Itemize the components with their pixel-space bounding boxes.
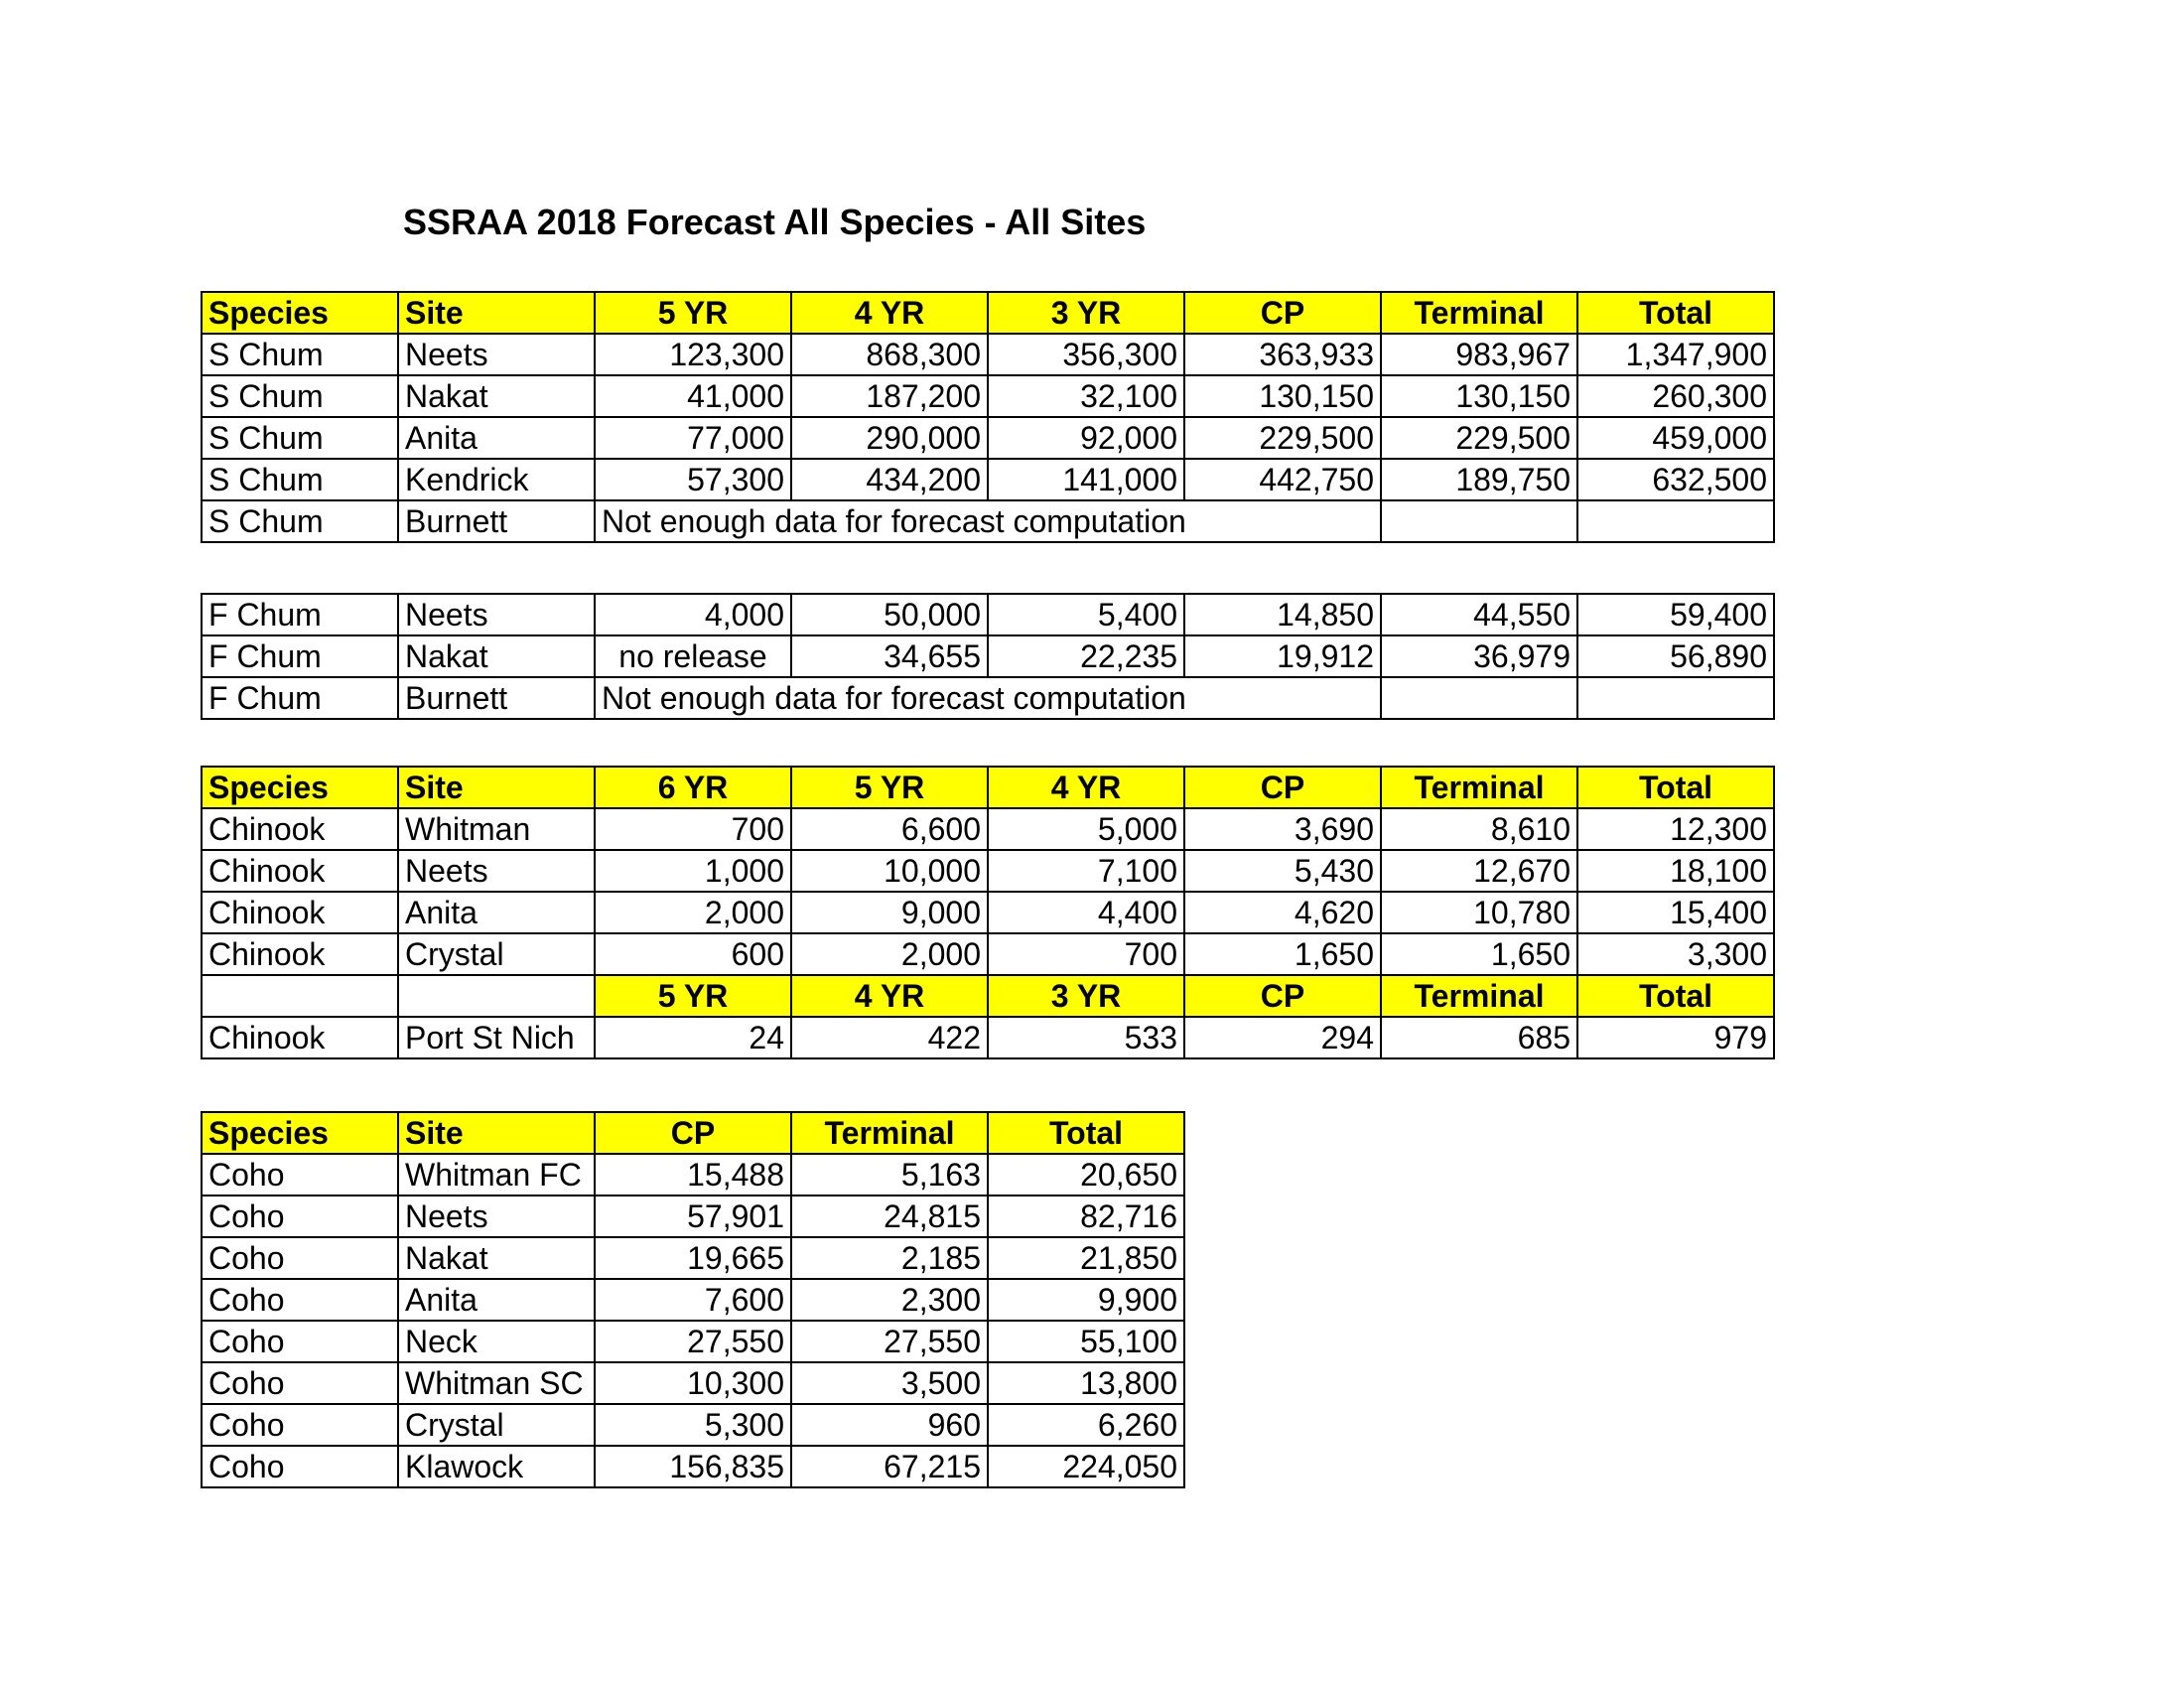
- value-cell: 13,800: [988, 1362, 1184, 1404]
- value-cell: 34,655: [791, 635, 988, 677]
- value-cell: 229,500: [1381, 417, 1577, 459]
- value-cell: 2,300: [791, 1279, 988, 1321]
- site-cell: Whitman FC: [398, 1154, 595, 1196]
- species-cell: Chinook: [202, 850, 398, 892]
- value-cell: 1,650: [1184, 933, 1381, 975]
- table-row: [202, 933, 1774, 975]
- value-cell: 18,100: [1577, 850, 1774, 892]
- site-cell: Port St Nich: [398, 1017, 595, 1058]
- value-cell: 6,600: [791, 808, 988, 850]
- sub-header-row: [202, 975, 1774, 1017]
- table-row: [202, 1017, 1774, 1058]
- site-cell: Anita: [398, 892, 595, 933]
- value-cell: 12,300: [1577, 808, 1774, 850]
- value-cell: 156,835: [595, 1446, 791, 1487]
- value-cell: 2,000: [595, 892, 791, 933]
- species-cell: Coho: [202, 1279, 398, 1321]
- value-cell: 10,000: [791, 850, 988, 892]
- species-cell: S Chum: [202, 417, 398, 459]
- value-cell: 12,670: [1381, 850, 1577, 892]
- site-cell: Burnett: [398, 500, 595, 542]
- species-cell: S Chum: [202, 459, 398, 500]
- value-cell: 5,400: [988, 594, 1184, 635]
- column-header: Terminal: [1381, 767, 1577, 808]
- fall-chum-table: [201, 593, 1775, 720]
- page-title: SSRAA 2018 Forecast All Species - All Sites: [403, 202, 1147, 242]
- species-cell: Coho: [202, 1196, 398, 1237]
- header-row: [202, 767, 1774, 808]
- column-header: 3 YR: [988, 975, 1184, 1017]
- site-cell: Anita: [398, 1279, 595, 1321]
- table-row: [202, 594, 1774, 635]
- column-header: Site: [398, 292, 595, 334]
- value-cell: 2,000: [791, 933, 988, 975]
- value-cell: 700: [988, 933, 1184, 975]
- table-row: [202, 1404, 1184, 1446]
- value-cell: 130,150: [1381, 375, 1577, 417]
- species-cell: Chinook: [202, 1017, 398, 1058]
- species-cell: Coho: [202, 1154, 398, 1196]
- value-cell: 700: [595, 808, 791, 850]
- value-cell: 5,000: [988, 808, 1184, 850]
- site-cell: Klawock: [398, 1446, 595, 1487]
- value-cell: 632,500: [1577, 459, 1774, 500]
- species-cell: S Chum: [202, 500, 398, 542]
- table-row: [202, 459, 1774, 500]
- column-header: 4 YR: [791, 292, 988, 334]
- column-header: 5 YR: [791, 767, 988, 808]
- value-cell: 21,850: [988, 1237, 1184, 1279]
- value-cell: 4,400: [988, 892, 1184, 933]
- species-cell: Coho: [202, 1321, 398, 1362]
- value-cell: 356,300: [988, 334, 1184, 375]
- column-header: 5 YR: [595, 292, 791, 334]
- species-cell: Coho: [202, 1362, 398, 1404]
- value-cell: 7,600: [595, 1279, 791, 1321]
- table-row: [202, 1362, 1184, 1404]
- value-cell: 5,300: [595, 1404, 791, 1446]
- value-cell: 3,500: [791, 1362, 988, 1404]
- value-cell: 10,300: [595, 1362, 791, 1404]
- value-cell: 363,933: [1184, 334, 1381, 375]
- column-header: Total: [1577, 767, 1774, 808]
- value-cell: no release: [595, 635, 791, 677]
- value-cell: 10,780: [1381, 892, 1577, 933]
- table-row: [202, 1446, 1184, 1487]
- value-cell: 983,967: [1381, 334, 1577, 375]
- value-cell: 979: [1577, 1017, 1774, 1058]
- table-row: [202, 1279, 1184, 1321]
- site-cell: Kendrick: [398, 459, 595, 500]
- value-cell: 6,260: [988, 1404, 1184, 1446]
- header-row: [202, 292, 1774, 334]
- value-cell: 9,000: [791, 892, 988, 933]
- value-cell: 1,000: [595, 850, 791, 892]
- value-cell: 19,665: [595, 1237, 791, 1279]
- value-cell: 130,150: [1184, 375, 1381, 417]
- value-cell: 27,550: [595, 1321, 791, 1362]
- value-cell: 3,300: [1577, 933, 1774, 975]
- value-cell: 36,979: [1381, 635, 1577, 677]
- table-row: [202, 635, 1774, 677]
- table-row: [202, 417, 1774, 459]
- value-cell: 56,890: [1577, 635, 1774, 677]
- empty-cell: [1577, 500, 1774, 542]
- column-header: 4 YR: [791, 975, 988, 1017]
- value-cell: 7,100: [988, 850, 1184, 892]
- value-cell: 8,610: [1381, 808, 1577, 850]
- table-row: [202, 850, 1774, 892]
- value-cell: 82,716: [988, 1196, 1184, 1237]
- value-cell: 600: [595, 933, 791, 975]
- value-cell: 5,163: [791, 1154, 988, 1196]
- table-row: [202, 334, 1774, 375]
- coho-table: [201, 1111, 1185, 1488]
- value-cell: 1,347,900: [1577, 334, 1774, 375]
- table-row: [202, 1196, 1184, 1237]
- value-cell: 123,300: [595, 334, 791, 375]
- value-cell: 55,100: [988, 1321, 1184, 1362]
- column-header: Total: [988, 1112, 1184, 1154]
- empty-cell: [202, 975, 398, 1017]
- table-row: [202, 1321, 1184, 1362]
- species-cell: F Chum: [202, 677, 398, 719]
- column-header: CP: [1184, 292, 1381, 334]
- site-cell: Nakat: [398, 375, 595, 417]
- chinook-table: [201, 766, 1775, 1059]
- value-cell: 422: [791, 1017, 988, 1058]
- value-cell: 685: [1381, 1017, 1577, 1058]
- column-header: Species: [202, 767, 398, 808]
- value-cell: 41,000: [595, 375, 791, 417]
- site-cell: Nakat: [398, 1237, 595, 1279]
- site-cell: Anita: [398, 417, 595, 459]
- value-cell: 187,200: [791, 375, 988, 417]
- value-cell: 50,000: [791, 594, 988, 635]
- value-cell: 57,300: [595, 459, 791, 500]
- site-cell: Nakat: [398, 635, 595, 677]
- column-header: 4 YR: [988, 767, 1184, 808]
- value-cell: 442,750: [1184, 459, 1381, 500]
- value-cell: 27,550: [791, 1321, 988, 1362]
- value-cell: 15,400: [1577, 892, 1774, 933]
- table-row: [202, 1237, 1184, 1279]
- site-cell: Crystal: [398, 1404, 595, 1446]
- column-header: CP: [1184, 975, 1381, 1017]
- value-cell: 14,850: [1184, 594, 1381, 635]
- value-cell: 960: [791, 1404, 988, 1446]
- value-cell: 24: [595, 1017, 791, 1058]
- value-cell: 459,000: [1577, 417, 1774, 459]
- value-cell: 44,550: [1381, 594, 1577, 635]
- value-cell: 15,488: [595, 1154, 791, 1196]
- column-header: Species: [202, 1112, 398, 1154]
- value-cell: 290,000: [791, 417, 988, 459]
- empty-cell: [1577, 677, 1774, 719]
- value-cell: 4,620: [1184, 892, 1381, 933]
- column-header: Terminal: [1381, 975, 1577, 1017]
- species-cell: Chinook: [202, 933, 398, 975]
- note-cell: Not enough data for forecast computation: [595, 500, 1381, 542]
- table-row: [202, 892, 1774, 933]
- table-row: [202, 1154, 1184, 1196]
- value-cell: 22,235: [988, 635, 1184, 677]
- value-cell: 92,000: [988, 417, 1184, 459]
- table-row: [202, 500, 1774, 542]
- value-cell: 533: [988, 1017, 1184, 1058]
- site-cell: Neck: [398, 1321, 595, 1362]
- column-header: 5 YR: [595, 975, 791, 1017]
- value-cell: 59,400: [1577, 594, 1774, 635]
- species-cell: S Chum: [202, 375, 398, 417]
- species-cell: Coho: [202, 1446, 398, 1487]
- table-row: [202, 677, 1774, 719]
- value-cell: 434,200: [791, 459, 988, 500]
- value-cell: 9,900: [988, 1279, 1184, 1321]
- column-header: Total: [1577, 292, 1774, 334]
- value-cell: 189,750: [1381, 459, 1577, 500]
- value-cell: 32,100: [988, 375, 1184, 417]
- value-cell: 1,650: [1381, 933, 1577, 975]
- spring-chum-table: [201, 291, 1775, 543]
- column-header: Total: [1577, 975, 1774, 1017]
- empty-cell: [1381, 677, 1577, 719]
- site-cell: Crystal: [398, 933, 595, 975]
- value-cell: 3,690: [1184, 808, 1381, 850]
- value-cell: 224,050: [988, 1446, 1184, 1487]
- site-cell: Whitman: [398, 808, 595, 850]
- value-cell: 77,000: [595, 417, 791, 459]
- site-cell: Whitman SC: [398, 1362, 595, 1404]
- column-header: Species: [202, 292, 398, 334]
- value-cell: 2,185: [791, 1237, 988, 1279]
- column-header: Terminal: [791, 1112, 988, 1154]
- species-cell: S Chum: [202, 334, 398, 375]
- value-cell: 67,215: [791, 1446, 988, 1487]
- site-cell: Neets: [398, 334, 595, 375]
- value-cell: 4,000: [595, 594, 791, 635]
- site-cell: Neets: [398, 850, 595, 892]
- column-header: Site: [398, 1112, 595, 1154]
- value-cell: 19,912: [1184, 635, 1381, 677]
- site-cell: Burnett: [398, 677, 595, 719]
- value-cell: 294: [1184, 1017, 1381, 1058]
- species-cell: Chinook: [202, 892, 398, 933]
- table-row: [202, 375, 1774, 417]
- species-cell: Coho: [202, 1404, 398, 1446]
- species-cell: F Chum: [202, 635, 398, 677]
- column-header: Terminal: [1381, 292, 1577, 334]
- value-cell: 141,000: [988, 459, 1184, 500]
- value-cell: 20,650: [988, 1154, 1184, 1196]
- table-row: [202, 808, 1774, 850]
- value-cell: 57,901: [595, 1196, 791, 1237]
- column-header: Site: [398, 767, 595, 808]
- value-cell: 868,300: [791, 334, 988, 375]
- column-header: CP: [1184, 767, 1381, 808]
- value-cell: 5,430: [1184, 850, 1381, 892]
- header-row: [202, 1112, 1184, 1154]
- empty-cell: [1381, 500, 1577, 542]
- site-cell: Neets: [398, 594, 595, 635]
- column-header: 3 YR: [988, 292, 1184, 334]
- empty-cell: [398, 975, 595, 1017]
- species-cell: Chinook: [202, 808, 398, 850]
- species-cell: F Chum: [202, 594, 398, 635]
- value-cell: 24,815: [791, 1196, 988, 1237]
- column-header: CP: [595, 1112, 791, 1154]
- column-header: 6 YR: [595, 767, 791, 808]
- value-cell: 229,500: [1184, 417, 1381, 459]
- value-cell: 260,300: [1577, 375, 1774, 417]
- note-cell: Not enough data for forecast computation: [595, 677, 1381, 719]
- site-cell: Neets: [398, 1196, 595, 1237]
- species-cell: Coho: [202, 1237, 398, 1279]
